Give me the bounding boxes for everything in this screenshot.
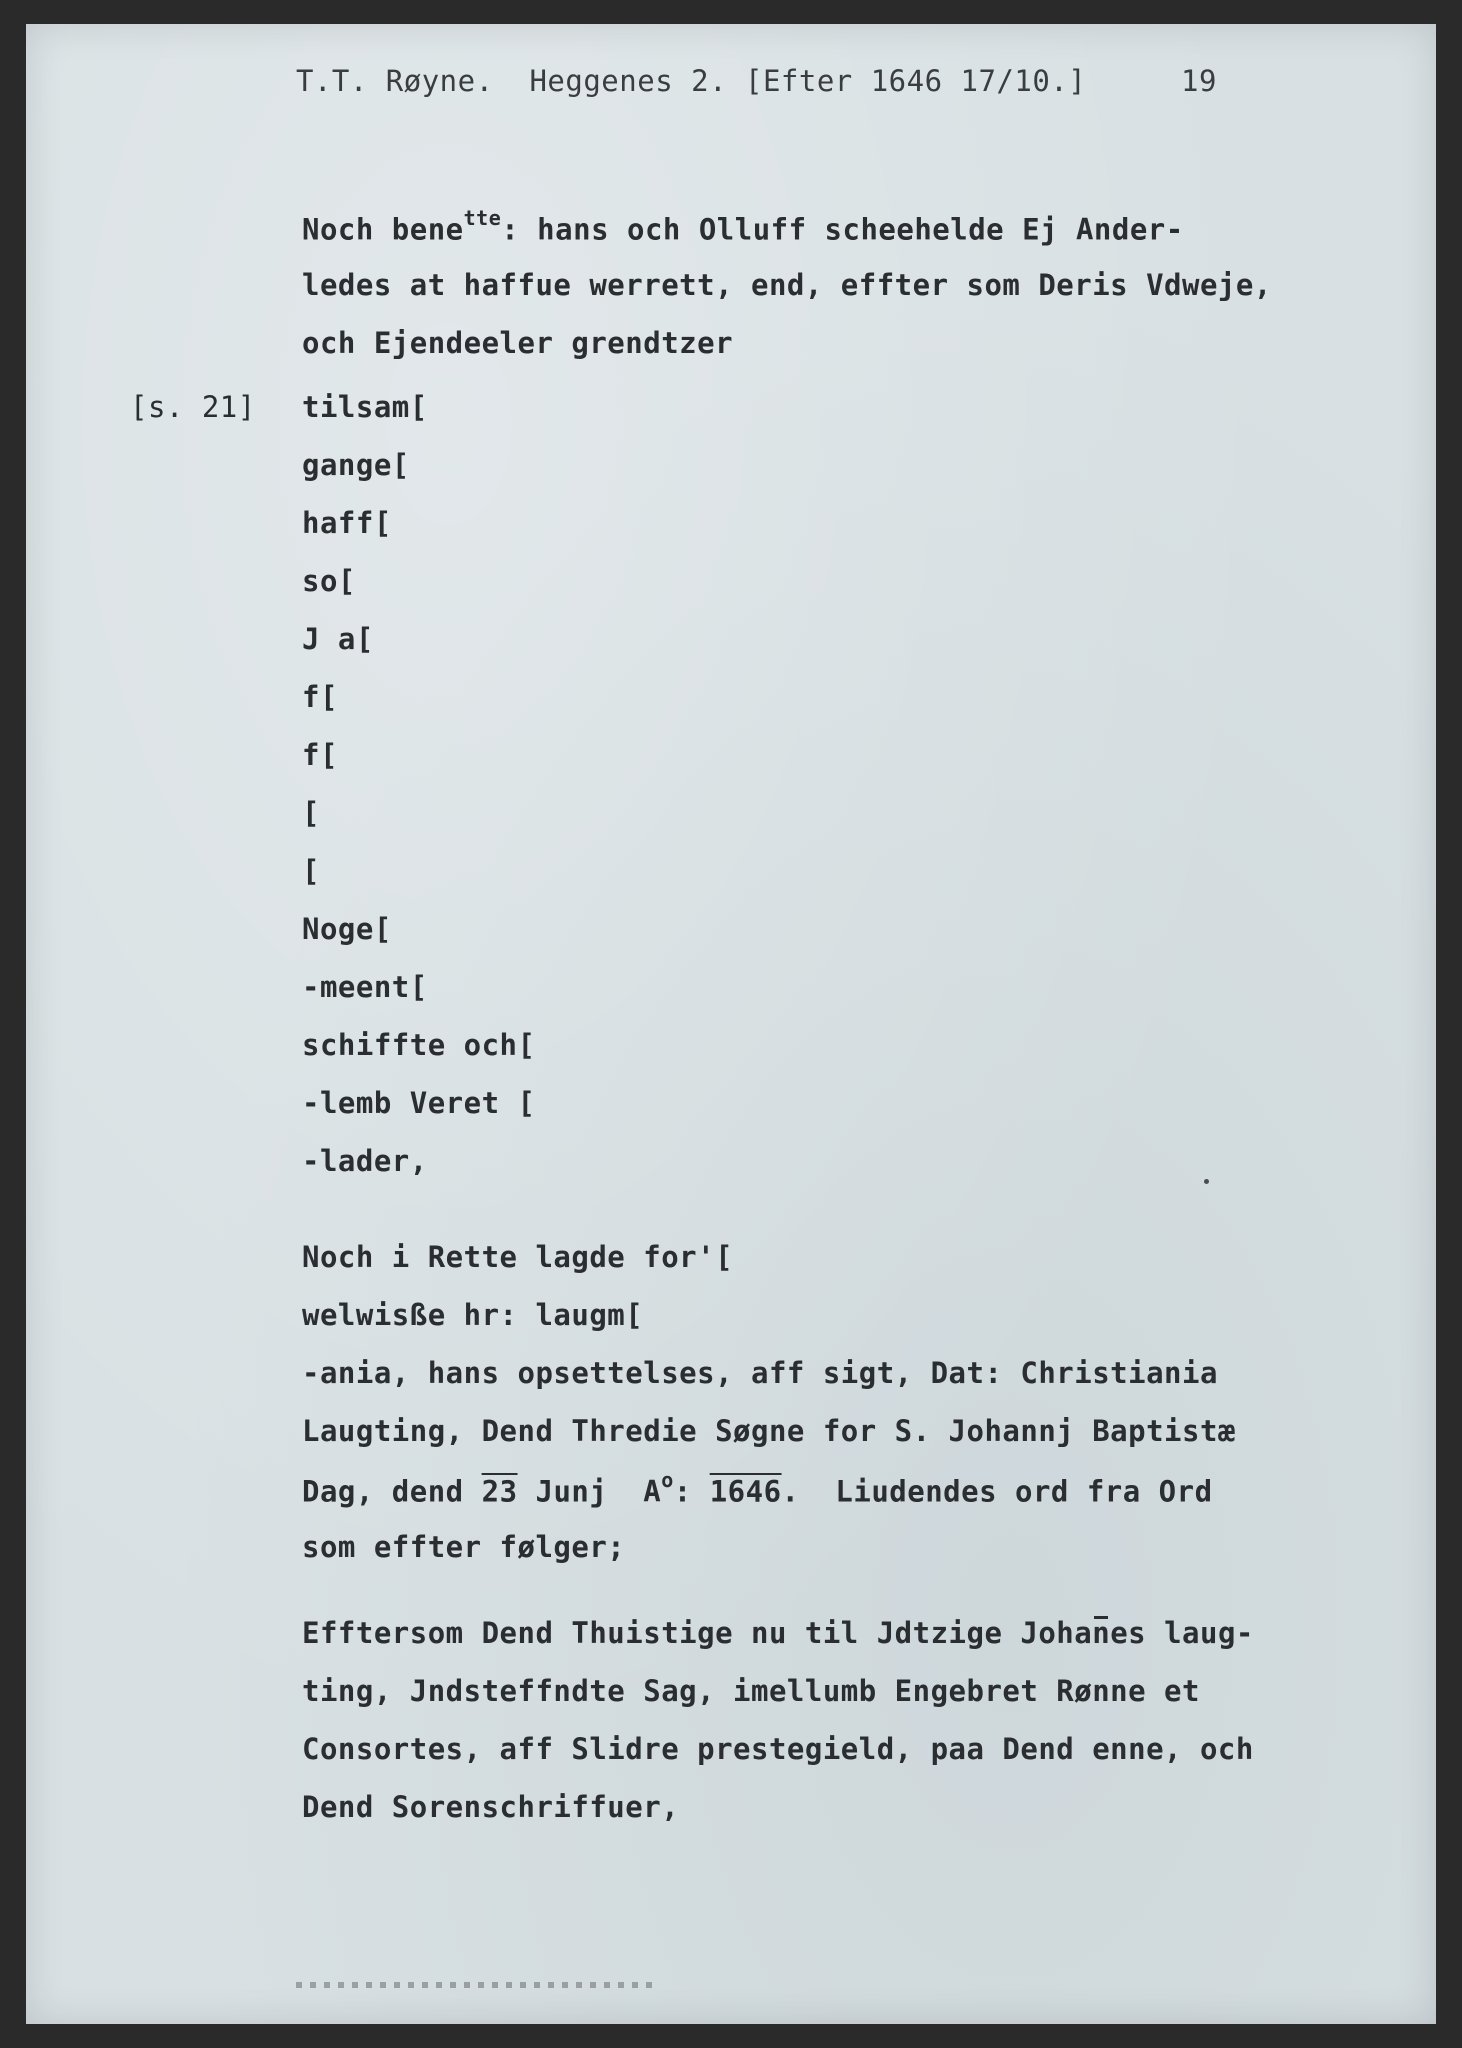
paragraph3-line3: Consortes, aff Slidre prestegield, paa Dend enne, och (302, 1732, 1254, 1766)
paragraph3-line1: Efftersom Dend Thuistige nu til Jdtzige Johanes laug- (302, 1616, 1254, 1650)
fragment-line: gange[ (302, 448, 410, 482)
paragraph2-line2: welwisße hr: laugm[ (302, 1298, 644, 1332)
paragraph1-line1: Noch bene$^{tte}$: hans och Olluff scheehelde Ej Ander- (302, 206, 1184, 247)
superscript: tte (463, 206, 502, 230)
fragment-line: haff[ (302, 506, 392, 540)
fragment-line: [ (302, 796, 320, 830)
ink-speck (1204, 1179, 1209, 1184)
fragment-line: Noge[ (302, 912, 392, 946)
paragraph2-line5: Dag, dend 23 Junj $A^o$: 1646. Liudendes ord fra Ord (302, 1468, 1213, 1509)
overlined-year: 1646 (709, 1474, 782, 1509)
paragraph1-line3: och Ejendeeler grendtzer (302, 326, 734, 360)
fragment-line: [ (302, 854, 320, 888)
paragraph2-line6: som effter følger; (302, 1530, 626, 1564)
paragraph2-line1: Noch i Rette lagde for'[ (302, 1240, 734, 1274)
page-header: T.T. Røyne. Heggenes 2. [Efter 1646 17/10.] (296, 64, 1087, 98)
paragraph1-line2: ledes at haffue werrett, end, effter som Deris Vdweje, (302, 268, 1272, 302)
fragment-line: tilsam[ (302, 390, 428, 424)
fragment-line: f[ (302, 680, 338, 714)
paragraph3-line2: ting, Jndsteffndte Sag, imellumb Engebret Rønne et (302, 1674, 1200, 1708)
fragment-line: schiffte och[ (302, 1028, 536, 1062)
paragraph2-line3: -ania, hans opsettelses, aff sigt, Dat: Christiania (302, 1356, 1218, 1390)
fragment-line: J a[ (302, 622, 374, 656)
page-number: 19 (1181, 64, 1217, 98)
fragment-line: -lader, (302, 1144, 428, 1178)
superscript: o (661, 1468, 674, 1492)
fragment-line: -lemb Veret [ (302, 1086, 536, 1120)
paragraph3-line4: Dend Sorenschriffuer, (302, 1790, 680, 1824)
margin-note: [s. 21] (130, 390, 256, 424)
fragment-line: -meent[ (302, 970, 428, 1004)
document-page (26, 24, 1436, 2024)
fragment-line: so[ (302, 564, 356, 598)
overlined-day: 23 (481, 1474, 518, 1509)
paragraph2-line4: Laugting, Dend Thredie Søgne for S. Johannj Baptistæ (302, 1414, 1236, 1448)
bottom-smudge (296, 1982, 656, 1988)
fragment-line: f[ (302, 738, 338, 772)
macron-letter: n (1092, 1616, 1111, 1650)
